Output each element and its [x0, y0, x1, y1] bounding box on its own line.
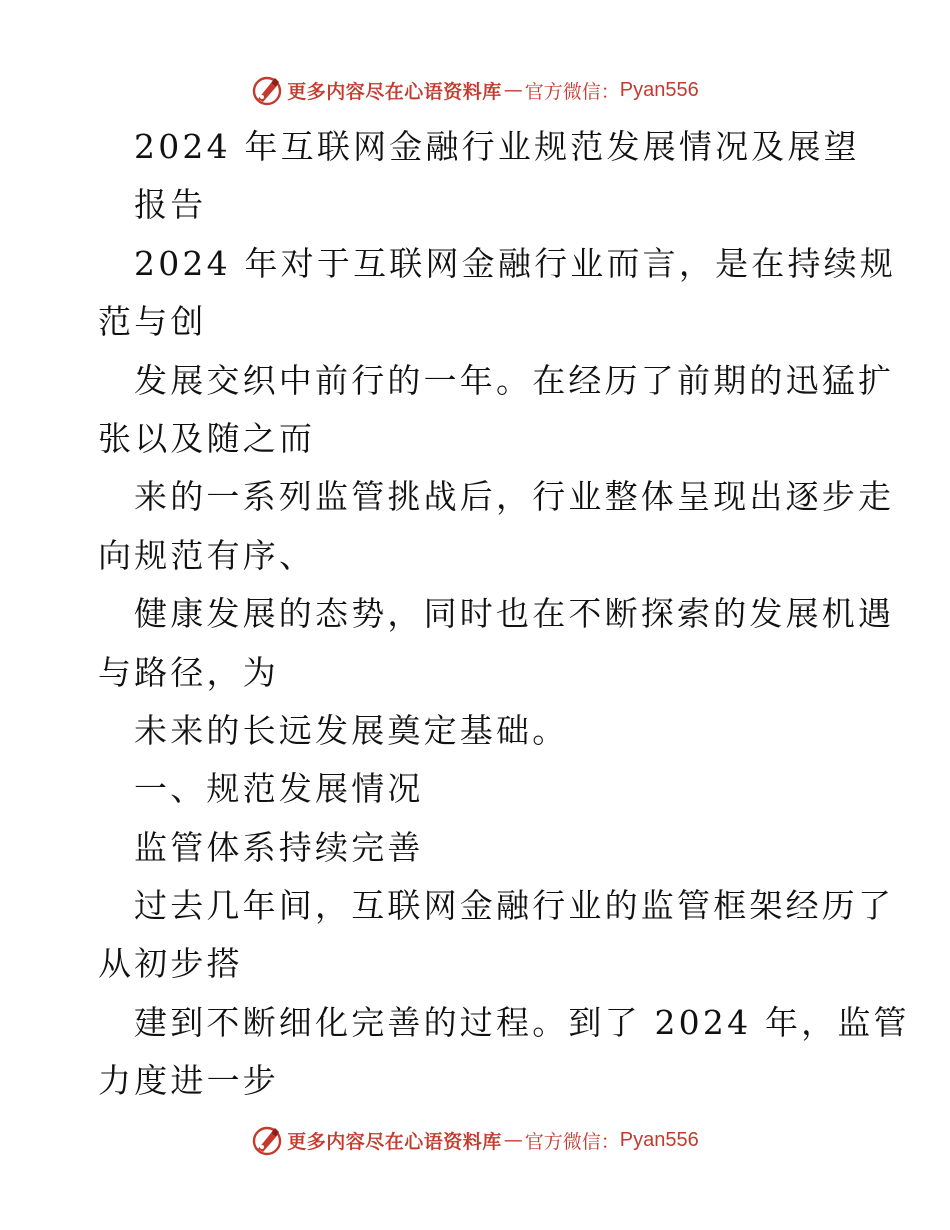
text-line: 从初步搭 — [98, 944, 243, 984]
section-heading: 一、规范发展情况 — [134, 769, 424, 809]
header-banner — [0, 70, 950, 110]
text-line: 建到不断细化完善的过程。到了 2024 年，监管 — [134, 1002, 910, 1042]
text-line: 未来的长远发展奠定基础。 — [134, 710, 569, 750]
banner-dash: — — [503, 1129, 523, 1151]
document-body — [98, 118, 910, 1111]
subsection-heading: 监管体系持续完善 — [134, 827, 424, 867]
banner-wechat-id: Pyan556 — [619, 1128, 699, 1151]
text-line: 来的一系列监管挑战后，行业整体呈现出逐步走 — [134, 477, 895, 517]
footer-banner — [0, 1120, 950, 1160]
banner-dash: — — [503, 79, 523, 101]
text-line: 健康发展的态势，同时也在不断探索的发展机遇 — [134, 594, 895, 634]
text-line: 与路径，为 — [98, 652, 279, 692]
title-line-1: 2024 年互联网金融行业规范发展情况及展望 — [134, 127, 860, 166]
text-line: 向规范有序、 — [98, 535, 316, 575]
text-line: 张以及随之而 — [98, 418, 316, 458]
banner-wechat-label: 官方微信： — [524, 1130, 620, 1153]
banner-wechat-id: Pyan556 — [619, 78, 699, 101]
banner-site-text: 更多内容尽在心语资料库 — [287, 1130, 502, 1153]
pen-logo-icon — [251, 1124, 283, 1156]
text-line: 2024 年对于互联网金融行业而言，是在持续规 — [134, 243, 897, 283]
pen-logo-icon — [251, 74, 283, 106]
text-line: 过去几年间，互联网金融行业的监管框架经历了 — [134, 886, 895, 926]
banner-site-text: 更多内容尽在心语资料库 — [287, 80, 502, 103]
text-line: 范与创 — [98, 302, 207, 342]
text-line: 力度进一步 — [98, 1061, 279, 1101]
text-line: 发展交织中前行的一年。在经历了前期的迅猛扩 — [134, 360, 895, 400]
title-line-2: 报告 — [134, 185, 207, 225]
banner-wechat-label: 官方微信： — [524, 80, 620, 103]
